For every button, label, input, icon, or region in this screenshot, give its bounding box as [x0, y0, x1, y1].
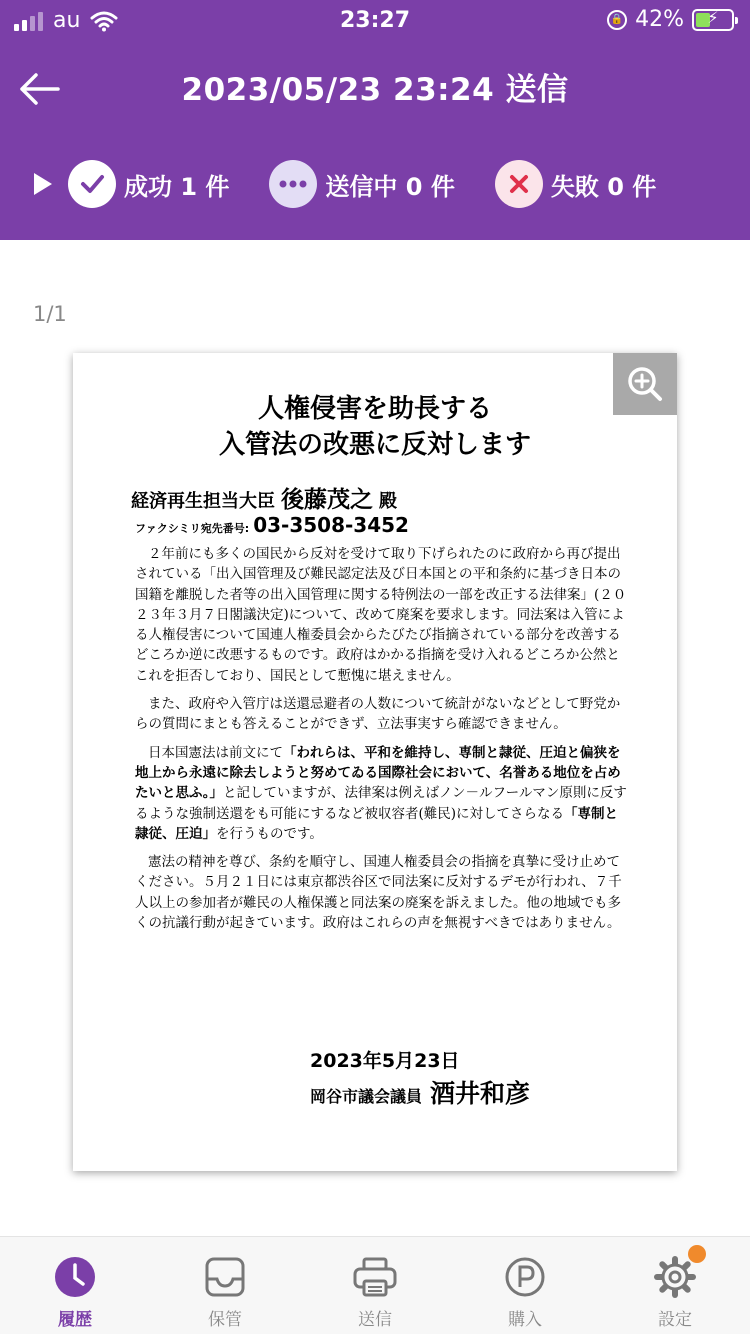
paragraph-3-e: を行うものです。 — [216, 825, 323, 842]
tab-storage-label: 保管 — [208, 1310, 242, 1330]
check-icon — [68, 160, 116, 208]
document-body — [135, 544, 631, 941]
clock-icon — [53, 1255, 97, 1299]
tab-settings[interactable] — [600, 1237, 750, 1334]
gear-icon — [653, 1255, 697, 1299]
fax-label: ファクシミリ宛先番号: — [135, 522, 250, 535]
tab-history[interactable] — [0, 1237, 150, 1334]
tab-bar — [0, 1236, 750, 1334]
page-title: 2023/05/23 23:24 送信 — [181, 72, 569, 108]
addressee — [131, 481, 397, 514]
recipient-name: 後藤茂之 — [281, 487, 373, 513]
paragraph-3-quote: 「われらは、平和を維持し、専制と隷従、圧迫と偏狭を地上から永遠に除去しようと努めてゐる国際社会において、名誉ある地位を占めたいと思ふ。」 — [135, 744, 621, 802]
status-bar — [0, 0, 750, 44]
fax-page[interactable] — [73, 353, 677, 1171]
orientation-lock-icon: 🔒 — [607, 10, 627, 30]
header — [0, 44, 750, 240]
document-title-line2: 入管法の改悪に反対します — [218, 430, 531, 460]
status-right — [607, 7, 734, 32]
tab-send[interactable] — [300, 1237, 450, 1334]
paragraph-4: 憲法の精神を尊び、条約を順守し、国連人権委員会の指摘を真摯に受け止めてください。５月２１日には東京都渋谷区で同法案に反対するデモが行われ、７千人以上の参加者が難民の人権保護と同法案の廃案を訴えました。他の地域でも多くの抗議行動が起きています。政府はこれらの声を無視すべきではありません。 — [135, 854, 622, 932]
fax-number-line — [135, 513, 409, 537]
tab-purchase-label: 購入 — [508, 1310, 542, 1330]
paragraph-3 — [135, 743, 631, 844]
recipient-honorific: 殿 — [379, 491, 397, 512]
document-title-line1: 人権侵害を助長する — [257, 394, 492, 424]
sending-count[interactable] — [269, 160, 454, 208]
paragraph-1: ２年前にも多くの国民から反対を受けて取り下げられたのに政府から再び提出されている「出入国管理及び難民認定法及び日本国との平和条約に基づき日本の国籍を離脱した者等の出入国管理に関する特例法の一部を改正する法律案」(２０２３年３月７日閣議決定)について、改めて廃案を要求します。同法案は入管による人権侵害について国連人権委員会からたびたび指摘されている部分を改善するどころか逆に改悪するものです。政府はかかる指摘を受け入れるどころか公然とこれを拒否しており、国民として慙愧に堪えません。 — [135, 546, 627, 684]
fax-number: 03-3508-3452 — [253, 513, 409, 537]
signature-date: 2023年5月23日 — [310, 1050, 460, 1072]
sending-label: 送信中 0 件 — [325, 172, 455, 201]
document-title — [73, 391, 677, 463]
signer-title: 岡谷市議会議員 — [310, 1087, 423, 1106]
success-count[interactable] — [68, 160, 229, 208]
notification-badge — [688, 1245, 706, 1263]
tab-send-label: 送信 — [358, 1310, 392, 1330]
fax-preview-area — [0, 240, 750, 1236]
tab-storage[interactable] — [150, 1237, 300, 1334]
cross-icon — [495, 160, 543, 208]
recipient-role: 経済再生担当大臣 — [131, 491, 275, 512]
signer-name: 酒井和彦 — [430, 1079, 531, 1108]
paragraph-3-emphasis: 「専制と隷従、圧迫」 — [135, 805, 619, 842]
signature — [310, 1074, 530, 1110]
failed-label: 失敗 0 件 — [550, 172, 657, 201]
clock: 23:27 — [339, 8, 411, 33]
tray-icon — [203, 1255, 247, 1299]
play-icon[interactable] — [34, 173, 52, 195]
carrier-label: au — [53, 8, 81, 33]
charging-bolt-icon: ⚡ — [707, 7, 719, 27]
battery-icon — [692, 9, 734, 31]
paragraph-3-a: 日本国憲法は前文にて — [148, 744, 283, 761]
paragraph-3-c: と記していますが、法律案は例えばノン－ルフールマン原則に反するような強制送還をも可能にするなど被収容者(難民)に対してさらなる — [135, 785, 627, 822]
tab-history-label: 履歴 — [58, 1310, 92, 1330]
success-label: 成功 1 件 — [124, 172, 230, 201]
battery-percent: 42% — [635, 7, 684, 32]
send-status-row — [34, 160, 696, 208]
points-icon — [503, 1255, 547, 1299]
failed-count[interactable] — [495, 160, 656, 208]
printer-icon — [353, 1255, 397, 1299]
tab-settings-label: 設定 — [658, 1310, 692, 1330]
page-indicator: 1/1 — [33, 302, 67, 326]
tab-purchase[interactable] — [450, 1237, 600, 1334]
paragraph-2: また、政府や入管庁は送還忌避者の人数について統計がないなどとして野党からの質問にまとも答えることができず、立法事実すら確認できません。 — [135, 696, 621, 733]
ellipsis-icon — [269, 160, 317, 208]
